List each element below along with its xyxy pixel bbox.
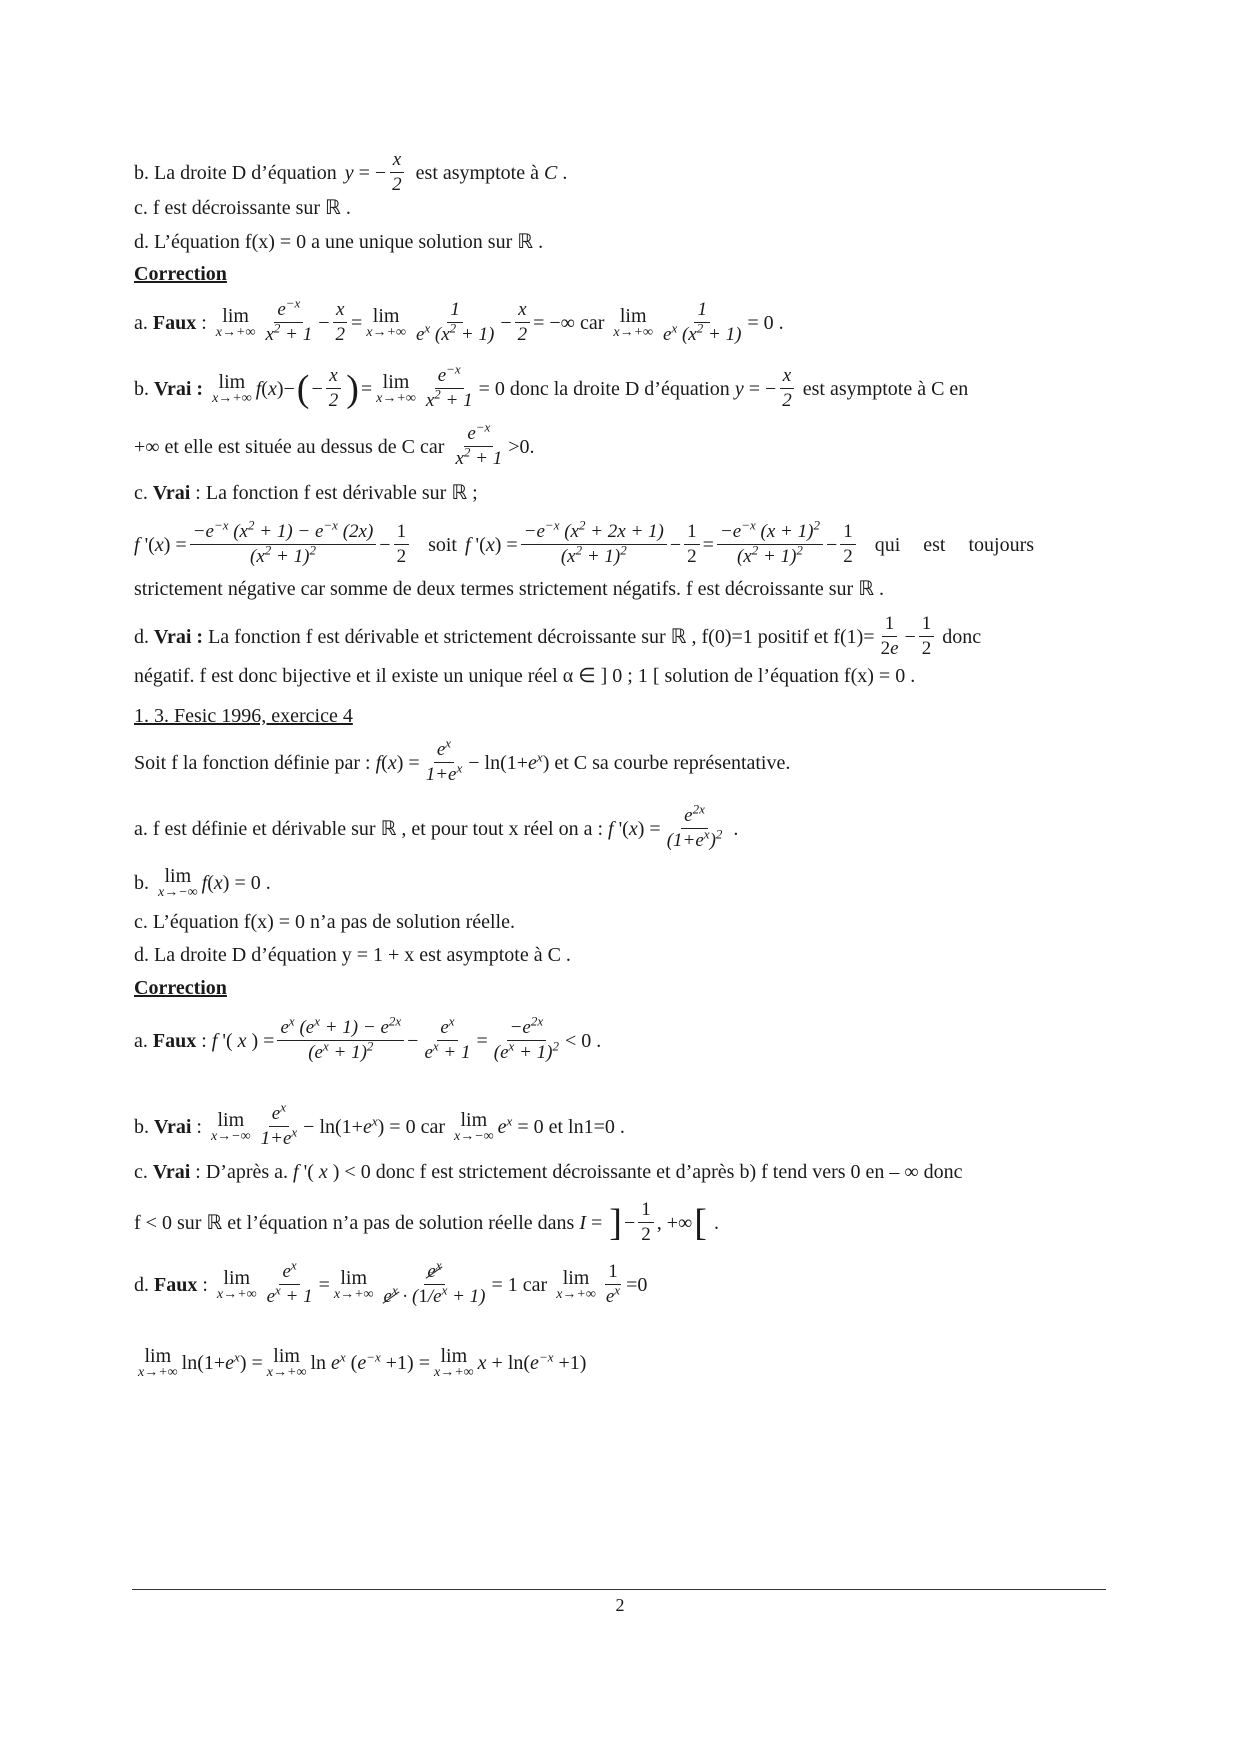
statement-c2: c. L’équation f(x) = 0 n’a pas de solution réelle.: [134, 911, 515, 933]
text: soit: [428, 533, 457, 556]
statement-d2: d. La droite D d’équation y = 1 + x est asymptote à C .: [134, 944, 571, 966]
text: et C sa courbe représentative.: [554, 751, 791, 774]
verdict: Vrai: [152, 1161, 191, 1183]
text: est asymptote à: [415, 161, 539, 184]
text: +∞ et elle est située au dessus de C car: [134, 435, 445, 458]
text: b.: [134, 1115, 149, 1138]
correction-d: d. Vrai : La fonction f est dérivable et strictement décroissante sur ℝ , f(0)=1 positif et f(1)= $\frac{1}{2e}$ − $\frac{1}{2}$ donc: [134, 613, 982, 659]
correction2-d: d. Faux : lim x→+∞ $\frac{e^x}{e^x + 1}$ = lim x→+∞ $\frac{e^x}{e^x \cdot (1/e^x + 1)}$ = 1 car lim x→+∞ $\frac{1}{e^x}$ =0: [134, 1257, 648, 1307]
correction-c-cont: strictement négative car somme de deux termes strictement négatifs. f est décroissante sur ℝ .: [134, 578, 885, 600]
verdict: Faux: [152, 311, 197, 334]
text: f < 0 sur ℝ et l’équation n’a pas de solution réelle dans: [134, 1211, 575, 1234]
exercise-definition: Soit f la fonction définie par : f ( x ) = $\frac{e^x}{1+e^x}$ − ln(1+ $e^x$ ) et C sa courbe représentative.: [134, 735, 791, 785]
verdict: Faux: [152, 1029, 197, 1052]
text: car: [420, 1115, 445, 1138]
verdict: Faux: [154, 1273, 198, 1296]
text: d.: [134, 1273, 149, 1296]
page-number: 2: [615, 1595, 625, 1615]
verdict: Vrai: [154, 1115, 192, 1138]
text: a. f est définie et dérivable sur ℝ , et pour tout x réel on a :: [134, 817, 604, 840]
statement-b2: b. lim x→−∞ f ( x ) = 0 .: [134, 865, 271, 900]
statement-d: d. L’équation f(x) = 0 a une unique solution sur ℝ .: [134, 231, 544, 253]
text: et ln1=0 .: [548, 1115, 625, 1138]
text: car: [579, 311, 605, 334]
text: : D’après a.: [195, 1161, 289, 1183]
correction-heading-2: Correction: [134, 977, 227, 999]
text: est asymptote à C en: [802, 377, 969, 400]
correction2-c: c. Vrai : D’après a. f '( x ) < 0 donc f est strictement décroissante et d’après b) f tend vers 0 en – ∞ donc: [134, 1161, 963, 1183]
correction-c-formula: f '( x ) = $\frac{-e^{-x} (x^2 + 1) - e^{-x} (2x)}{(x^2 + 1)^2}$ − $\frac{1}{2}$ soit f '( x ) = $\frac{-e^{-x} (x^2 + 2x + 1)}{(x^2 + 1)^2}$ − $\frac{1}{2}$ = $\frac{-e^{-x} (x + 1)^2}{(x^2 + 1)^2}$ − $\frac{1}{2}$ qui est toujours: [134, 517, 1035, 567]
text: b. La droite D d’équation: [134, 161, 337, 184]
text: donc f est strictement décroissante et d’après b) f tend vers 0 en – ∞ donc: [375, 1161, 963, 1183]
correction2-a: a. Faux : f '( x ) = $\frac{e^x (e^x + 1) - e^{2x}}{(e^x + 1)^2}$ − $\frac{e^x}{e^x + 1}$ = $\frac{-e^{2x}}{(e^x + 1)^2}$ < 0 .: [134, 1013, 602, 1063]
correction-heading: Correction: [134, 263, 227, 285]
correction-b: b. Vrai : lim x→+∞ f ( x )− ( − $\frac{x}{2}$ ) = lim x→+∞ $\frac{e^{-x}}{x^2 + 1}$ = 0 donc la droite D d’équation y = − $\frac{x}{2}$ est asymptote à C en: [134, 361, 969, 411]
verdict: Vrai :: [154, 625, 204, 648]
correction2-c-cont: f < 0 sur ℝ et l’équation n’a pas de solution réelle dans I = ] − $\frac{1}{2}$ , +∞ [ .: [134, 1199, 719, 1245]
correction-c: [134, 481, 478, 505]
statement-c: c. f est décroissante sur ℝ .: [134, 197, 351, 219]
section-title: 1. 3. Fesic 1996, exercice 4: [134, 705, 353, 727]
text: La fonction f est dérivable et strictement décroissante sur ℝ , f(0)=1 positif et f(1)=: [208, 625, 875, 648]
text: donc la droite D d’équation: [509, 377, 730, 400]
statement-a2: a. f est définie et dérivable sur ℝ , et pour tout x réel on a : f '( x ) = $\frac{e^{2x}}{(1+e^x)^2}$ .: [134, 801, 739, 851]
text: c.: [134, 482, 148, 504]
text: = 1 car: [491, 1273, 548, 1296]
text: qui est toujours: [874, 533, 1035, 556]
correction-b-cont: +∞ et elle est située au dessus de C car $\frac{e^{-x}}{x^2 + 1}$ >0.: [134, 419, 535, 469]
text: c.: [134, 1161, 148, 1183]
text: b.: [134, 872, 149, 894]
text: : La fonction f est dérivable sur ℝ ;: [195, 482, 478, 504]
text: a.: [134, 311, 148, 334]
correction-a: a. Faux : lim x→+∞ $\frac{e^{-x}}{x^2 + 1}$ − $\frac{x}{2}$ = lim x→+∞ $\frac{1}{e^x (x^2 + 1)}$ − $\frac{x}{2}$ = −∞ car lim x→+∞ $\frac{1}{e^x (x^2 + 1)}$ = 0 .: [134, 295, 784, 345]
text: Soit f la fonction définie par :: [134, 751, 371, 774]
text: d.: [134, 625, 149, 648]
correction-d-cont: négatif. f est donc bijective et il existe un unique réel α ∈ ] 0 ; 1 [ solution de l’équation f(x) = 0 .: [134, 665, 916, 687]
statement-b: b. La droite D d’équation y = − $\frac{x}{2}$ est asymptote à C .: [134, 149, 568, 195]
correction2-d-cont: lim x→+∞ ln(1+ $e^x$ ) = lim x→+∞ ln $e^x$ ( $e^{-x}$ +1) = lim x→+∞ x + ln( $e^{-x}$ +1): [138, 1345, 587, 1380]
correction2-b: b. Vrai : lim x→−∞ $\frac{e^x}{1+e^x}$ − ln(1+ $e^x$ ) = 0 car lim x→−∞ $e^x$ = 0 et ln1=0 .: [134, 1099, 625, 1149]
footer-rule: [132, 1589, 1106, 1590]
verdict: Vrai :: [154, 377, 204, 400]
text: a.: [134, 1029, 148, 1052]
verdict: Vrai: [152, 482, 191, 504]
text: b.: [134, 377, 149, 400]
text: donc: [942, 625, 982, 648]
